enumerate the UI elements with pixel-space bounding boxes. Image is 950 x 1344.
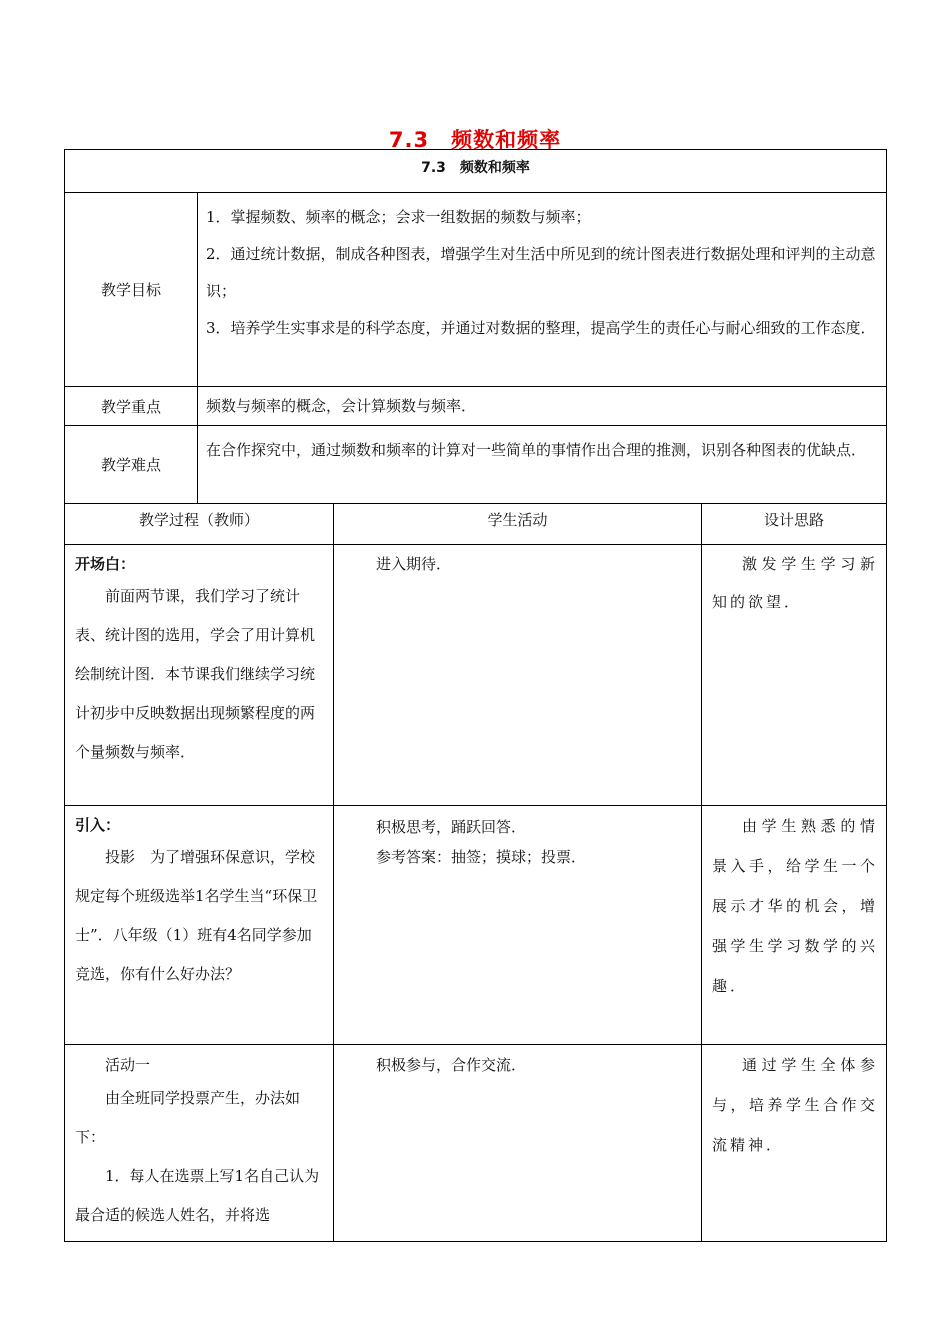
opening-text: 前面两节课，我们学习了统计表、统计图的选用，学会了用计算机绘制统计图．本节课我们继续学习统计初步中反映数据出现频繁程度的两个量频数与频率．: [75, 587, 316, 761]
intro-process-cell: [65, 806, 334, 1045]
key-points-label: 教学重点: [65, 387, 198, 426]
objective-item: 1．掌握频数、频率的概念；会求一组数据的频数与频率；: [206, 208, 591, 226]
key-points-content: 频数与频率的概念，会计算频数与频率．: [198, 387, 887, 426]
objective-item: 2．通过统计数据，制成各种图表，增强学生对生活中所见到的统计图表进行数据处理和评判的主动意识；: [206, 245, 876, 300]
opening-activity-cell: [334, 545, 702, 806]
opening-process-cell: [65, 545, 334, 806]
opening-activity: 进入期待．: [376, 555, 452, 573]
activity-one-title: 活动一: [105, 1056, 151, 1074]
activity-one-text: 由全班同学投票产生，办法如下：: [75, 1089, 301, 1146]
difficulties-label: 教学难点: [65, 426, 198, 504]
activity-one-design-cell: [702, 1045, 887, 1242]
difficulties-content: 在合作探究中，通过频数和频率的计算对一些简单的事情作出合理的推测，识别各种图表的优缺点．: [198, 426, 887, 504]
activity-one-activity: 积极参与，合作交流．: [376, 1056, 527, 1074]
opening-design: 激发学生学习新知的欲望．: [712, 555, 878, 611]
lesson-plan-table: [64, 149, 887, 1242]
objectives-label: 教学目标: [65, 193, 198, 387]
opening-design-cell: [702, 545, 887, 806]
table-header: 7.3 频数和频率: [65, 150, 887, 193]
activity-one-activity-cell: [334, 1045, 702, 1242]
intro-activity-cell: [334, 806, 702, 1045]
intro-text: 投影 为了增强环保意识，学校规定每个班级选举1名学生当“环保卫士”．八年级（1）班有4名同学参加竞选，你有什么好办法？: [75, 848, 318, 983]
intro-design: 由学生熟悉的情景入手，给学生一个展示才华的机会，增强学生学习数学的兴趣．: [712, 817, 878, 995]
intro-activity-reference: 参考答案：抽签；摸球；投票．: [376, 848, 587, 866]
column-header-process: 教学过程（教师）: [65, 504, 334, 545]
objectives-content: [198, 193, 887, 387]
activity-one-step: 1．每人在选票上写1名自己认为最合适的候选人姓名，并将选: [75, 1167, 320, 1224]
activity-one-process-cell: [65, 1045, 334, 1242]
column-header-design: 设计思路: [702, 504, 887, 545]
page-title: 7.3 频数和频率: [388, 128, 562, 152]
objective-item: 3．培养学生实事求是的科学态度，并通过对数据的整理，提高学生的责任心与耐心细致的工作态度．: [206, 319, 876, 337]
intro-title: 引入：: [75, 816, 121, 834]
intro-activity-answer: 积极思考，踊跃回答．: [376, 818, 527, 836]
activity-one-design: 通过学生全体参与，培养学生合作交流精神．: [712, 1056, 878, 1154]
opening-title: 开场白：: [75, 555, 136, 573]
intro-design-cell: [702, 806, 887, 1045]
column-header-activity: 学生活动: [334, 504, 702, 545]
